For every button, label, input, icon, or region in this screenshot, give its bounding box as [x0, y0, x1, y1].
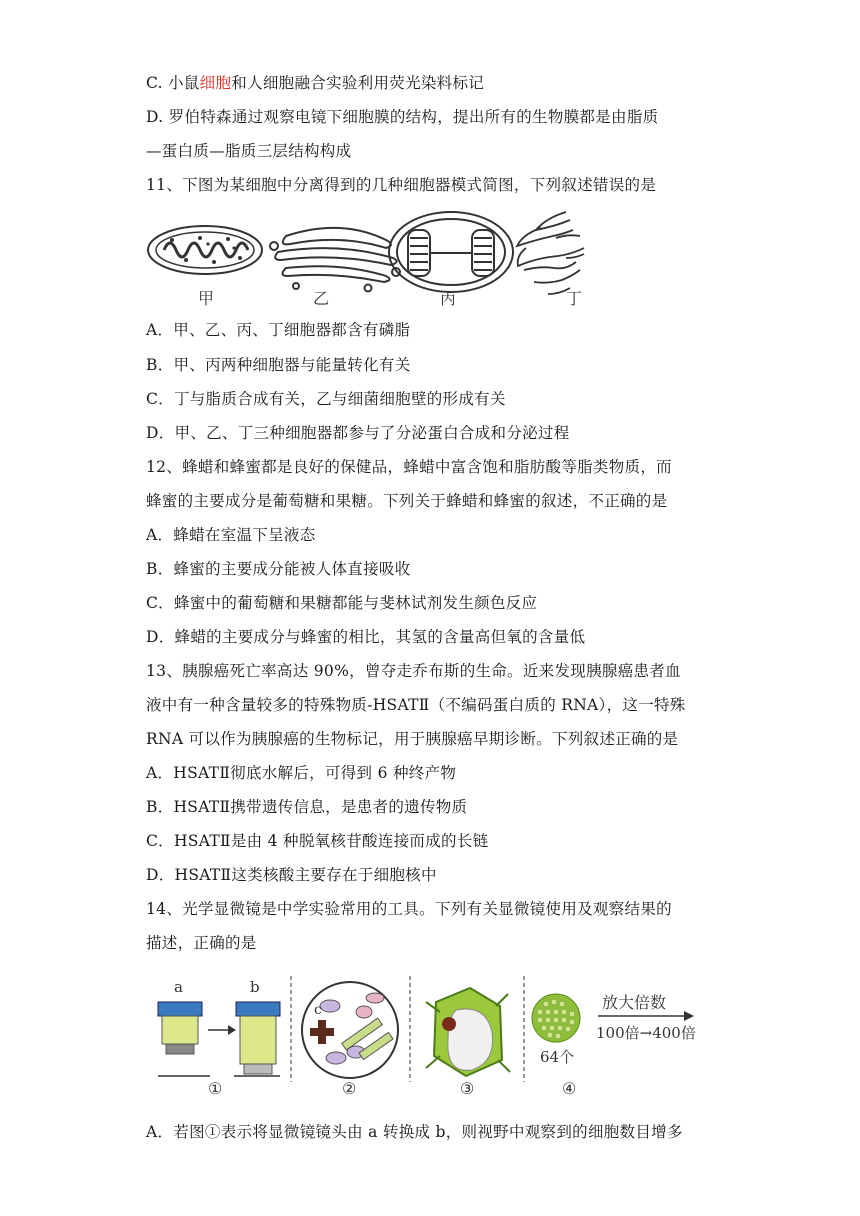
q13-option-d: D．HSATⅡ这类核酸主要存在于细胞核中 — [146, 866, 437, 884]
magnification-title: 放大倍数 — [602, 993, 667, 1012]
label-yi: 乙 — [313, 289, 330, 308]
chloroplast-diagram — [389, 212, 513, 292]
endoplasmic-reticulum-diagram — [517, 212, 584, 294]
objective-lens-b-diagram — [236, 1002, 280, 1074]
question-11: 11、下图为某细胞中分离得到的几种细胞器模式简图，下列叙述错误的是 — [146, 176, 657, 194]
mitochondrion-diagram — [148, 226, 262, 274]
highlight-word: 细胞 — [199, 74, 232, 92]
label-bing: 丙 — [440, 289, 457, 308]
panel-4-label: ④ — [562, 1079, 577, 1098]
lens-a-label: a — [174, 978, 183, 996]
option-d-line: D. 罗伯特森通过观察电镜下细胞膜的结构，提出所有的生物膜都是由脂质 — [146, 108, 659, 126]
q14-option-a: A．若图①表示将显微镜镜头由 a 转换成 b，则视野中观察到的细胞数目增多 — [146, 1123, 683, 1141]
q11-option-a: A．甲、乙、丙、丁细胞器都含有磷脂 — [146, 321, 411, 339]
option-c-line: C. 小鼠细胞和人细胞融合实验利用荧光染料标记 — [146, 74, 485, 92]
q13-option-b: B．HSATⅡ携带遗传信息，是患者的遗传物质 — [146, 798, 468, 816]
objective-lens-a-diagram — [158, 1002, 202, 1054]
q12-option-a: A．蜂蜡在室温下呈液态 — [146, 526, 316, 544]
cell-field-diagram — [302, 982, 398, 1078]
cell-count-label: 64个 — [540, 1048, 575, 1066]
q11-option-d: D．甲、乙、丁三种细胞器都参与了分泌蛋白合成和分泌过程 — [146, 424, 570, 442]
q12-option-b: B．蜂蜜的主要成分能被人体直接吸收 — [146, 560, 411, 578]
cell-cluster-diagram — [532, 994, 580, 1042]
question-13-line2: 液中有一种含量较多的特殊物质-HSATⅡ（不编码蛋白质的 RNA），这一特殊 — [146, 696, 686, 714]
panel-2-label: ② — [342, 1079, 357, 1098]
q11-option-b: B．甲、丙两种细胞器与能量转化有关 — [146, 356, 411, 374]
panel-3-label: ③ — [460, 1079, 475, 1098]
q13-option-a: A．HSATⅡ彻底水解后，可得到 6 种终产物 — [146, 764, 457, 782]
organelle-figure — [146, 208, 606, 308]
question-12-line2: 蜂蜜的主要成分是葡萄糖和果糖。下列关于蜂蜡和蜂蜜的叙述，不正确的是 — [146, 492, 668, 510]
question-13-line1: 13、胰腺癌死亡率高达 90%，曾夺走乔布斯的生命。近来发现胰腺癌患者血 — [146, 662, 681, 680]
label-ding: 丁 — [566, 289, 583, 308]
arrow-head — [228, 1025, 236, 1035]
question-12-line1: 12、蜂蜡和蜂蜜都是良好的保健品，蜂蜡中富含饱和脂肪酸等脂类物质，而 — [146, 458, 672, 476]
option-d-cont: —蛋白质—脂质三层结构构成 — [146, 142, 352, 160]
lens-b-label: b — [250, 978, 260, 996]
microscope-figure — [150, 972, 730, 1100]
question-13-line3: RNA 可以作为胰腺癌的生物标记，用于胰腺癌早期诊断。下列叙述正确的是 — [146, 730, 679, 748]
q12-option-d: D．蜂蜡的主要成分与蜂蜜的相比，其氢的含量高但氧的含量低 — [146, 628, 586, 646]
panel-1-label: ① — [208, 1079, 223, 1098]
q13-option-c: C．HSATⅡ是由 4 种脱氧核苷酸连接而成的长链 — [146, 832, 489, 850]
label-jia: 甲 — [198, 289, 215, 308]
q12-option-c: C．蜂蜜中的葡萄糖和果糖都能与斐林试剂发生颜色反应 — [146, 594, 538, 612]
magnification-change: 100倍→400倍 — [596, 1024, 696, 1042]
question-14-line2: 描述，正确的是 — [146, 934, 257, 952]
golgi-diagram — [270, 228, 400, 292]
q11-option-c: C．丁与脂质合成有关，乙与细菌细胞壁的形成有关 — [146, 390, 506, 408]
question-14-line1: 14、光学显微镜是中学实验常用的工具。下列有关显微镜使用及观察结果的 — [146, 900, 672, 918]
plant-cell-diagram — [426, 988, 510, 1076]
cell-c-label: c — [314, 1002, 322, 1018]
